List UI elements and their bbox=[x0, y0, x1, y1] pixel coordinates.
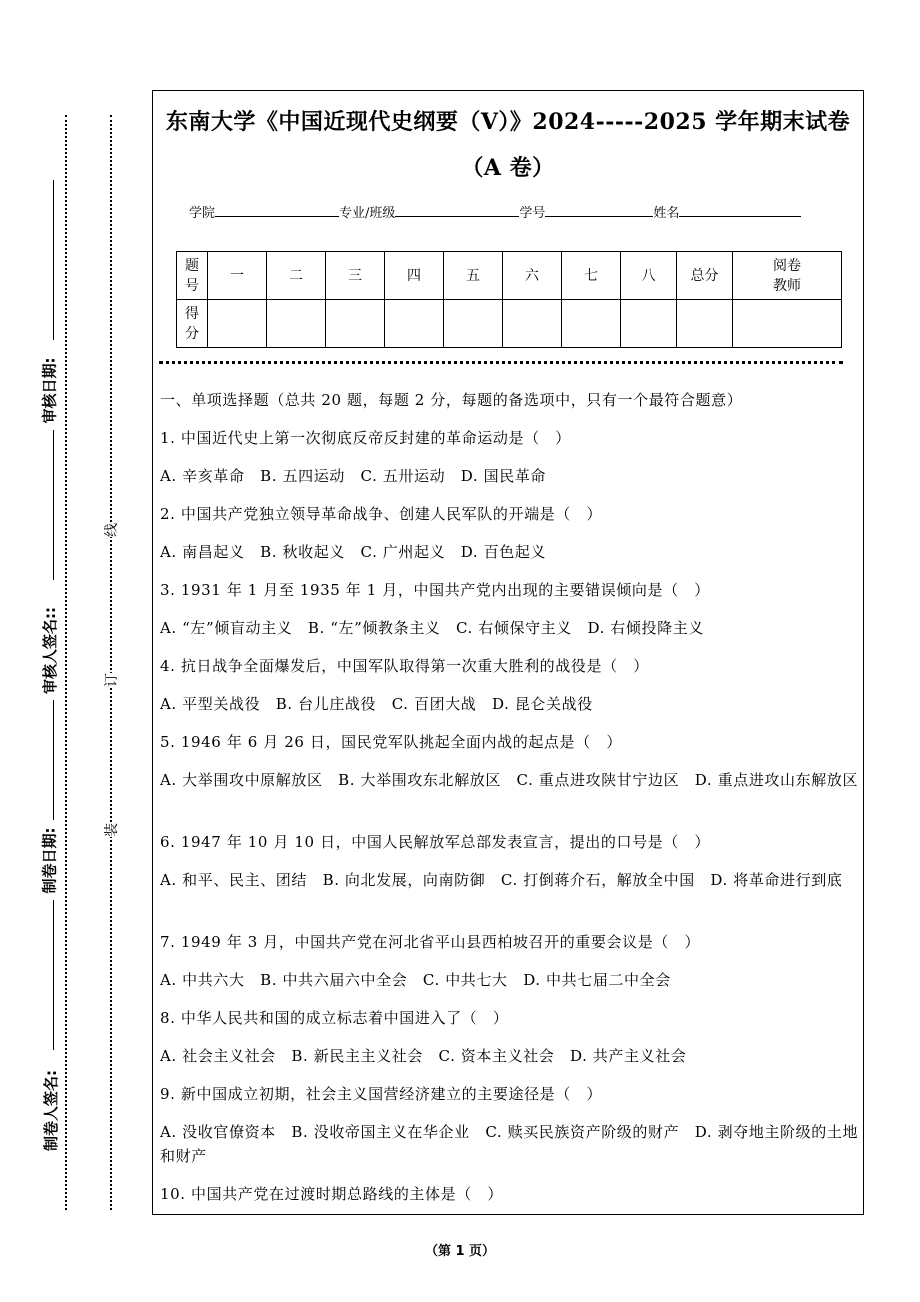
student-id-field[interactable] bbox=[545, 202, 653, 217]
question-2-options: A. 南昌起义 B. 秋收起义 C. 广州起义 D. 百色起义 bbox=[160, 543, 547, 561]
section-title: 一、单项选择题（总共 20 题，每题 2 分，每题的备选项中，只有一个最符合题意） bbox=[160, 391, 743, 409]
question-8-options: A. 社会主义社会 B. 新民主主义社会 C. 资本主义社会 D. 共产主义社会 bbox=[160, 1047, 687, 1065]
student-id-label: 学号 bbox=[519, 206, 546, 221]
question-4: 4. 抗日战争全面爆发后，中国军队取得第一次重大胜利的战役是（ ） bbox=[160, 657, 649, 675]
major-class-label: 专业/班级 bbox=[339, 206, 396, 221]
score-header-cell bbox=[733, 252, 842, 300]
major-class-field[interactable] bbox=[395, 202, 519, 217]
exam-title: 东南大学《中国近现代史纲要（V）》2024-----2025 学年期末试卷 bbox=[165, 109, 851, 135]
score-input-cell[interactable] bbox=[677, 300, 733, 348]
page-number: （第 1 页） bbox=[424, 1244, 496, 1259]
score-input-cell[interactable] bbox=[733, 300, 842, 348]
name-label: 姓名 bbox=[653, 206, 680, 221]
question-2: 2. 中国共产党独立领导革命战争、创建人民军队的开端是（ ） bbox=[160, 505, 603, 523]
signature-line-4 bbox=[53, 900, 54, 1050]
student-info-row bbox=[189, 202, 801, 221]
grader-label: 阅卷教师 bbox=[773, 257, 801, 294]
review-date-label: 审核日期: bbox=[40, 357, 59, 424]
question-8: 8. 中华人民共和国的成立标志着中国进入了（ ） bbox=[160, 1009, 509, 1027]
score-header-cell: 二 bbox=[267, 252, 326, 300]
score-input-cell[interactable] bbox=[208, 300, 267, 348]
signature-line-2 bbox=[53, 430, 54, 580]
score-header-cell: 六 bbox=[503, 252, 562, 300]
question-1-options: A. 辛亥革命 B. 五四运动 C. 五卅运动 D. 国民革命 bbox=[160, 467, 547, 485]
score-input-cell[interactable] bbox=[503, 300, 562, 348]
question-9: 9. 新中国成立初期，社会主义国营经济建立的主要途径是（ ） bbox=[160, 1085, 603, 1103]
question-7-options: A. 中共六大 B. 中共六届六中全会 C. 中共七大 D. 中共七届二中全会 bbox=[160, 971, 671, 989]
question-6: 6. 1947 年 10 月 10 日，中国人民解放军总部发表宣言，提出的口号是（ ） bbox=[160, 833, 711, 851]
dotted-separator bbox=[159, 361, 843, 364]
score-header-cell: 五 bbox=[444, 252, 503, 300]
score-header-cell: 八 bbox=[621, 252, 677, 300]
exam-paper bbox=[152, 90, 864, 1215]
score-input-cell[interactable] bbox=[385, 300, 444, 348]
score-label: 得分 bbox=[185, 305, 199, 342]
binding-char-staple: 订 bbox=[99, 673, 123, 687]
score-input-cell[interactable] bbox=[267, 300, 326, 348]
name-field[interactable] bbox=[679, 202, 801, 217]
question-1: 1. 中国近代史上第一次彻底反帝反封建的革命运动是（ ） bbox=[160, 429, 571, 447]
score-header-cell: 三 bbox=[326, 252, 385, 300]
binding-char-bind: 装 bbox=[99, 823, 123, 837]
question-7: 7. 1949 年 3 月，中国共产党在河北省平山县西柏坡召开的重要会议是（ ） bbox=[160, 933, 701, 951]
score-input-cell[interactable] bbox=[326, 300, 385, 348]
score-input-cell[interactable] bbox=[444, 300, 503, 348]
score-header-cell bbox=[177, 252, 208, 300]
question-5: 5. 1946 年 6 月 26 日，国民党军队挑起全面内战的起点是（ ） bbox=[160, 733, 622, 751]
score-row-label-cell bbox=[177, 300, 208, 348]
college-label: 学院 bbox=[189, 206, 216, 221]
binding-dotted-line-inner bbox=[110, 115, 112, 1210]
question-9-options: A. 没收官僚资本 B. 没收帝国主义在华企业 C. 赎买民族资产阶级的财产 D. 剥夺地主阶级的土地和财产 bbox=[160, 1123, 859, 1165]
question-number-label: 题号 bbox=[185, 257, 199, 294]
paper-date-label: 制卷日期: bbox=[40, 827, 59, 894]
score-table bbox=[176, 251, 842, 348]
question-5-options: A. 大举围攻中原解放区 B. 大举围攻东北解放区 C. 重点进攻陕甘宁边区 D. 重点进攻山东解放区 bbox=[160, 771, 859, 789]
binding-dotted-line-outer bbox=[65, 115, 67, 1210]
question-4-options: A. 平型关战役 B. 台儿庄战役 C. 百团大战 D. 昆仑关战役 bbox=[160, 695, 593, 713]
score-header-cell: 总分 bbox=[677, 252, 733, 300]
score-input-cell[interactable] bbox=[562, 300, 621, 348]
reviewer-signature-label: 审核人签名:: bbox=[41, 607, 59, 694]
score-header-cell: 四 bbox=[385, 252, 444, 300]
college-field[interactable] bbox=[215, 202, 339, 217]
binding-char-line: 线 bbox=[99, 523, 123, 537]
question-6-options: A. 和平、民主、团结 B. 向北发展，向南防御 C. 打倒蒋介石，解放全中国 D. 将革命进行到底 bbox=[160, 871, 843, 889]
exam-subtitle: （A 卷） bbox=[461, 155, 555, 181]
score-header-cell: 一 bbox=[208, 252, 267, 300]
question-3: 3. 1931 年 1 月至 1935 年 1 月，中国共产党内出现的主要错误倾向是（ ） bbox=[160, 581, 710, 599]
score-header-cell: 七 bbox=[562, 252, 621, 300]
paper-maker-signature-label: 制卷人签名: bbox=[42, 1070, 60, 1151]
signature-line-1 bbox=[53, 180, 54, 340]
question-3-options: A. “左”倾盲动主义 B. “左”倾教条主义 C. 右倾保守主义 D. 右倾投降主义 bbox=[160, 619, 704, 637]
question-10: 10. 中国共产党在过渡时期总路线的主体是（ ） bbox=[160, 1185, 504, 1203]
score-input-cell[interactable] bbox=[621, 300, 677, 348]
signature-line-3 bbox=[53, 700, 54, 820]
